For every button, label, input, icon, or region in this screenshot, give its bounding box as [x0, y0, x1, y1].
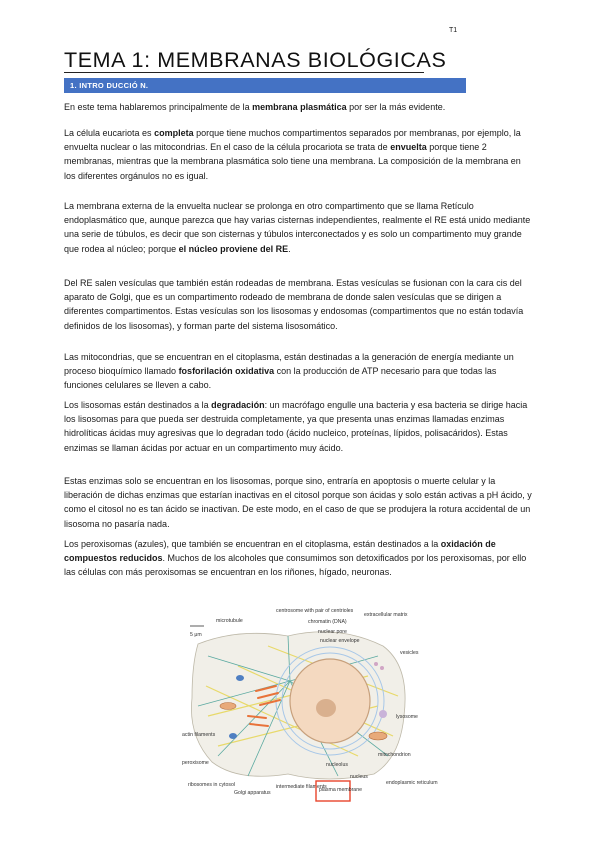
cell-diagram-svg	[178, 606, 438, 806]
paragraph-3: La membrana externa de la envuelta nuclear se prolonga en otro compartimento que se llama Retículo endoplasmático que, aunque parezca que hay varias cisternas independientes, realmente el RE está unido mediante una serie de túbulos, es decir que son cisternas y túbulos interconectados y es solo un compartimento muy grande que rodea al núcleo; porque el núcleo proviene del RE.	[64, 201, 531, 254]
paragraph-1: En este tema hablaremos principalmente de la membrana plasmática por ser la más evidente.	[64, 102, 446, 112]
paragraph-4: Del RE salen vesículas que también están rodeadas de membrana. Estas vesículas se fusionan con la cara cis del aparato de Golgi, que es un compartimento rodeado de membrana de donde salen vesículas que se dirigen a diferentes compartimentos. Estas vesículas son los lisosomas y endosomas (compartimentos que no están todavía definidos de los lisosomas), y forman parte del sistema lisosomático.	[64, 278, 524, 331]
label-centrosome: centrosome with pair of centrioles	[276, 608, 354, 614]
label-golgi: Golgi apparatus	[234, 790, 271, 796]
label-plasma-membrane: plasma membrane	[319, 787, 362, 793]
paragraph-7: Estas enzimas solo se encuentran en los lisosomas, porque sino, entraría en apoptosis o muerte celular y la liberación de dichas enzimas que estarían inactivas en el citosol porque son ácidas y solo están activas a pH ácido, y como el citosol no es tan ácido se inactivan. De este modo, en el caso de que se produjera la rotura accidental de un lisosoma no pasaría nada.	[64, 476, 532, 529]
label-nucleolus: nucleolus	[326, 762, 348, 768]
title-underline	[64, 72, 424, 73]
scale-label: 5 μm	[190, 632, 202, 638]
label-peroxisome: peroxisome	[182, 760, 209, 766]
cell-diagram	[178, 606, 438, 806]
label-chromatin: chromatin (DNA)	[308, 619, 347, 625]
label-vesicles: vesicles	[400, 650, 419, 656]
label-nucleus: nucleus	[350, 774, 368, 780]
paragraph-2: La célula eucariota es completa porque tiene muchos compartimentos separados por membranas, por ejemplo, la envuelta nuclear o las mitocondrias. En el caso de la célula procariota se trata de envuelta porque tiene 2 membranas, mientras que la membrana plasmática solo tiene una membrana. La composición de la membrana en los diferentes orgánulos no es igual.	[64, 128, 521, 181]
label-actin-filaments: actin filaments	[182, 732, 216, 738]
page-title: TEMA 1: MEMBRANAS BIOLÓGICAS	[64, 48, 447, 72]
label-extracellular-matrix: extracellular matrix	[364, 612, 408, 618]
page-number: T1	[449, 27, 458, 34]
paragraph-5: Las mitocondrias, que se encuentran en el citoplasma, están destinadas a la generación de energía mediante un proceso bioquímico llamado fosforilación oxidativa con la producción de ATP necesario para que todas las funciones celulares se lleven a cabo.	[64, 352, 514, 391]
label-mitochondrion: mitochondrion	[378, 752, 411, 758]
label-er: endoplasmic reticulum	[386, 780, 438, 786]
paragraph-8: Los peroxisomas (azules), que también se encuentran en el citoplasma, están destinados a la oxidación de compuestos reducidos. Muchos de los alcoholes que consumimos son detoxificados por los peroxisomas, por ello las células con más peroxisomas se encuentran en los riñones, hígado, neuronas.	[64, 539, 527, 578]
label-microtubule: microtubule	[216, 618, 243, 624]
label-ribosomes: ribosomes in cytosol	[188, 782, 235, 788]
paragraph-6: Los lisosomas están destinados a la degradación: un macrófago engulle una bacteria y esa bacteria se dirige hacia los lisosomas para que pueda ser destruida completamente, ya que presenta unas enzimas llamadas enzimas hidrolíticas ácidas muy agresivas que lo degradan todo (ácido nucleico, proteínas, lípidos, polisacáridos). Estas enzimas se llaman ácidas por actuar en un compartimento muy ácido.	[64, 400, 528, 453]
label-intermediate-filaments: intermediate filaments	[276, 784, 327, 790]
label-nuclear-envelope: nuclear envelope	[320, 638, 360, 644]
label-nuclear-pore: nuclear pore	[318, 629, 347, 635]
nucleolus-shape	[316, 699, 336, 717]
section-heading: 1. INTRO DUCCIÓ N.	[64, 78, 466, 93]
label-lysosome: lysosome	[396, 714, 418, 720]
